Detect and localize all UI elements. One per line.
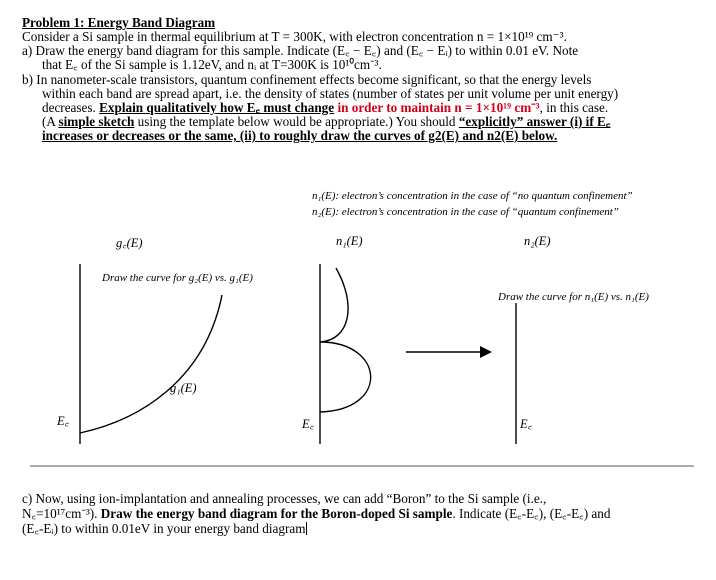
problem-intro: Consider a Si sample in thermal equilibrium at T = 300K, with electron concentration n = 1×10¹⁹ cm⁻³. <box>22 29 567 44</box>
label-ec-mid: E꜀ <box>302 417 314 431</box>
part-c-line-1 <box>22 492 546 506</box>
part-a-text-1: Draw the energy band diagram for this sample. Indicate (E꜀ − E꜀) and (E꜀ − Eᵢ) to within 0.01 eV. Note <box>35 43 579 58</box>
label-n1-e: n₁(E) <box>336 234 363 248</box>
n1-curve-upper-tail <box>320 268 348 342</box>
label-g-e: g꜀(E) <box>116 236 143 250</box>
part-a-marker: a) <box>22 43 33 58</box>
part-b-line4-bold: “explicitly” answer (i) if E꜀ <box>458 114 611 129</box>
part-a-line-2: that E꜀ of the Si sample is 1.12eV, and nᵢ at T=300K is 10¹⁰cm⁻³. <box>42 57 382 72</box>
note-n2: n₂(E): electron’s concentration in the case of “quantum confinement” <box>312 206 619 218</box>
part-b-line4-pre: (A <box>42 114 59 129</box>
n1-curve-lower-lobe <box>320 342 371 412</box>
instruction-draw-g: Draw the curve for g₂(E) vs. g₁(E) <box>102 272 253 284</box>
part-c-line2-bold: Draw the energy band diagram for the Boron-doped Si sample <box>100 506 453 521</box>
part-b-line3-post: , in this case. <box>539 100 609 115</box>
label-n2-e: n₂(E) <box>524 234 551 248</box>
part-c-line-2 <box>22 507 610 521</box>
part-b-text-1: In nanometer-scale transistors, quantum confinement effects become significant, so that the energy levels <box>36 72 592 87</box>
label-ec-right: E꜀ <box>520 417 532 431</box>
part-c-marker: c) <box>22 491 33 506</box>
problem-title: Problem 1: Energy Band Diagram <box>22 15 216 30</box>
label-ec-left: E꜀ <box>57 414 69 428</box>
part-c-line2-post: . Indicate (E꜀-E꜀), (E꜀-E꜀) and <box>452 506 611 521</box>
g1-curve <box>80 295 222 433</box>
part-c-text-1: Now, using ion-implantation and annealing processes, we can add “Boron” to the Si sample (i.e., <box>35 491 547 506</box>
part-b-line3-pre: decreases. <box>42 100 100 115</box>
instruction-draw-n: Draw the curve for n₁(E) vs. n₁(E) <box>498 291 649 303</box>
text-cursor <box>306 522 307 535</box>
part-b-line-2: within each band are spread apart, i.e. the density of states (number of states per unit volume per unit energy) <box>42 86 619 101</box>
part-b-marker: b) <box>22 72 33 87</box>
part-b-line3-red: in order to maintain n = 1×10¹⁹ cm⁻³ <box>334 100 540 115</box>
note-n1: n₁(E): electron’s concentration in the case of “no quantum confinement” <box>312 190 633 202</box>
part-c-text-3: (E꜀-Eᵢ) to within 0.01eV in your energy band diagram <box>22 521 306 536</box>
part-c-line2-pre: N꜀=10¹⁷cm⁻³). <box>22 506 101 521</box>
part-c-line-3 <box>22 522 307 536</box>
part-b-line3-bold: Explain qualitatively how E꜀ must change <box>99 100 335 115</box>
transition-arrow-head <box>480 346 492 358</box>
part-b-line-5: increases or decreases or the same, (ii) to roughly draw the curves of g2(E) and n2(E) below. <box>42 128 558 143</box>
part-b-line4-underlined: simple sketch <box>58 114 135 129</box>
label-g1-curve: g₁(E) <box>170 381 197 395</box>
part-b-line4-mid: using the template below would be appropriate.) You should <box>134 114 459 129</box>
